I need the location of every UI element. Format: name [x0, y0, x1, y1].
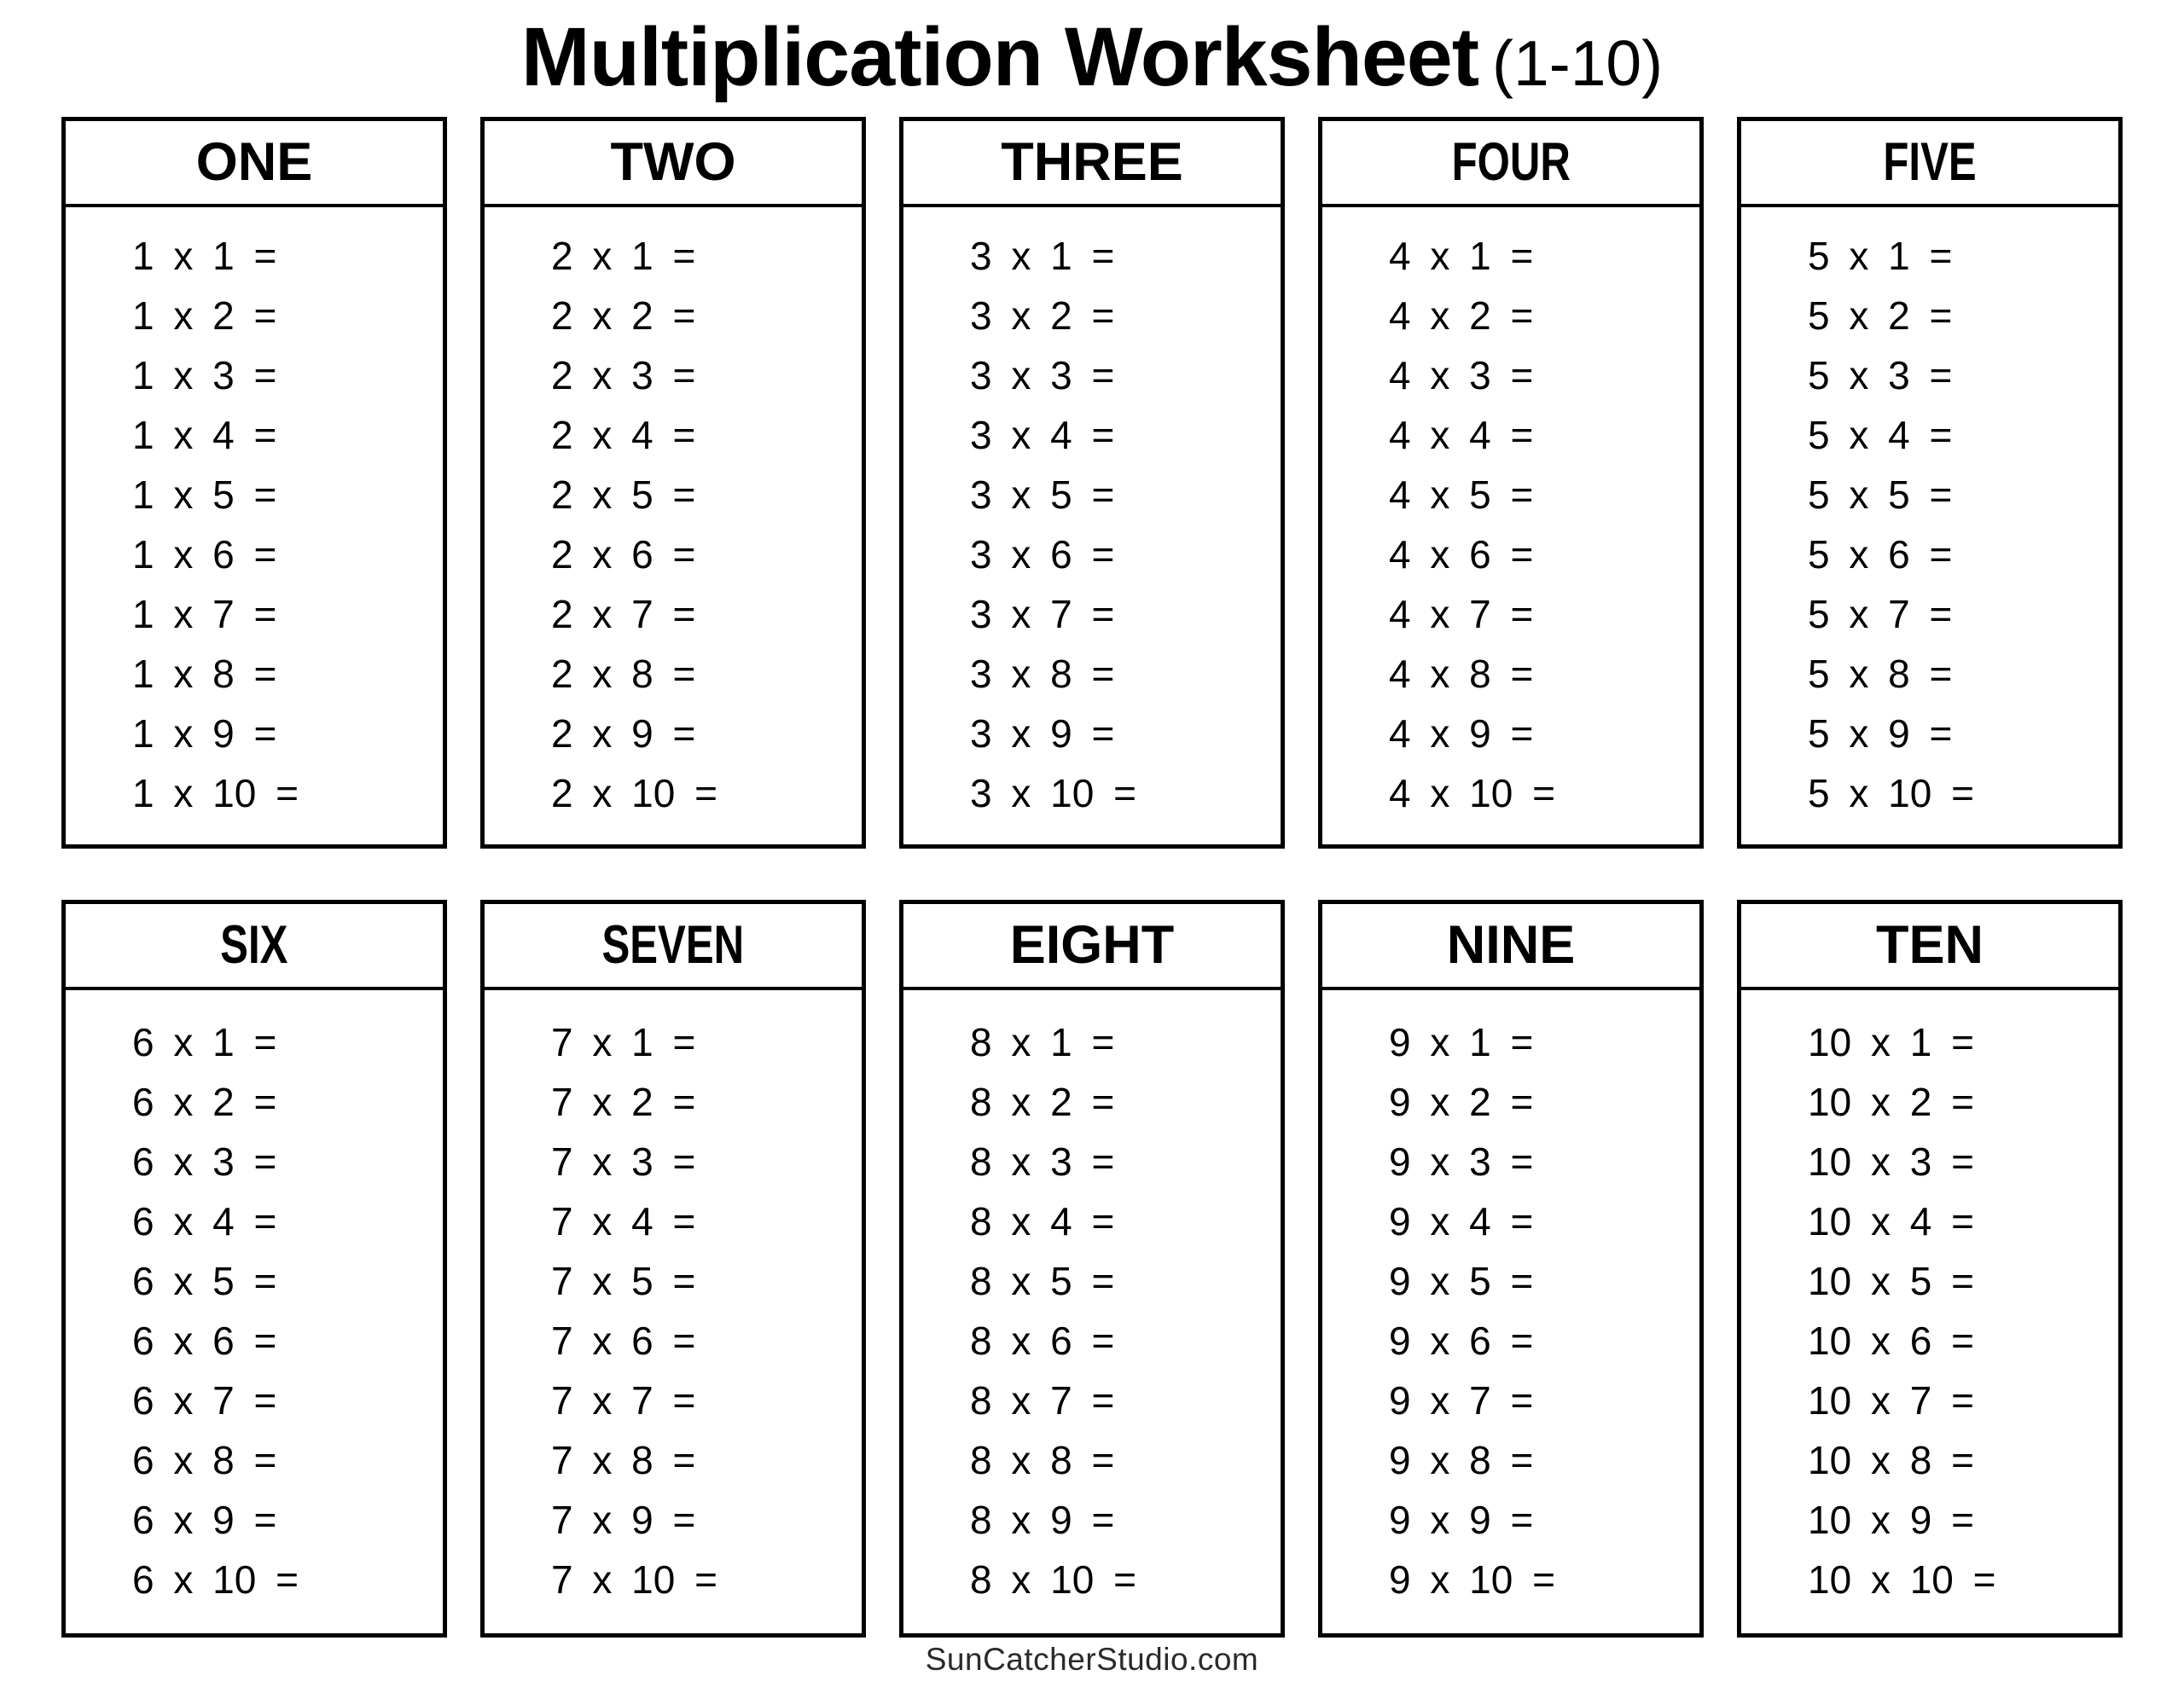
- problem-2x2: 2 x 2 =: [551, 293, 696, 338]
- problem-3x10: 3 x 10 =: [970, 770, 1136, 815]
- table-two-header: [485, 121, 862, 207]
- problem-2x9: 2 x 9 =: [551, 710, 696, 756]
- page-title-range: (1-10): [1492, 27, 1664, 99]
- problem-1x4: 1 x 4 =: [132, 412, 277, 457]
- table-three-title: THREE: [1001, 132, 1183, 193]
- table-five-rows: [1741, 207, 2118, 844]
- table-six-rows: [66, 990, 443, 1633]
- problem-5x4: 5 x 4 =: [1808, 412, 1953, 457]
- table-nine: [1318, 900, 1704, 1638]
- problem-10x7: 10 x 7 =: [1808, 1377, 1974, 1423]
- problem-9x2: 9 x 2 =: [1389, 1079, 1534, 1124]
- problem-2x7: 2 x 7 =: [551, 591, 696, 636]
- table-eight: [899, 900, 1285, 1638]
- problem-1x5: 1 x 5 =: [132, 472, 277, 517]
- problem-5x3: 5 x 3 =: [1808, 352, 1953, 397]
- problem-9x1: 9 x 1 =: [1389, 1019, 1534, 1064]
- problem-9x9: 9 x 9 =: [1389, 1497, 1534, 1542]
- table-one-rows: [66, 207, 443, 844]
- problem-10x3: 10 x 3 =: [1808, 1139, 1974, 1184]
- table-seven: [480, 900, 866, 1638]
- table-seven-title: SEVEN: [601, 915, 745, 976]
- problem-7x1: 7 x 1 =: [551, 1019, 696, 1064]
- problem-6x9: 6 x 9 =: [132, 1497, 277, 1542]
- footer-credit: SunCatcherStudio.com: [925, 1641, 1259, 1677]
- table-five: [1737, 117, 2123, 849]
- problem-4x4: 4 x 4 =: [1389, 412, 1534, 457]
- table-one: [61, 117, 447, 849]
- problem-9x6: 9 x 6 =: [1389, 1318, 1534, 1363]
- problem-9x8: 9 x 8 =: [1389, 1437, 1534, 1482]
- problem-1x3: 1 x 3 =: [132, 352, 277, 397]
- problem-7x2: 7 x 2 =: [551, 1079, 696, 1124]
- problem-2x4: 2 x 4 =: [551, 412, 696, 457]
- problem-5x7: 5 x 7 =: [1808, 591, 1953, 636]
- problem-3x9: 3 x 9 =: [970, 710, 1115, 756]
- problem-4x5: 4 x 5 =: [1389, 472, 1534, 517]
- problem-8x2: 8 x 2 =: [970, 1079, 1115, 1124]
- table-seven-header: [485, 904, 862, 990]
- table-nine-rows: [1322, 990, 1699, 1633]
- problem-2x1: 2 x 1 =: [551, 233, 696, 278]
- problem-5x2: 5 x 2 =: [1808, 293, 1953, 338]
- table-five-header: [1741, 121, 2118, 207]
- table-five-title: FIVE: [1883, 132, 1977, 193]
- problem-7x6: 7 x 6 =: [551, 1318, 696, 1363]
- problem-5x8: 5 x 8 =: [1808, 651, 1953, 696]
- problem-7x9: 7 x 9 =: [551, 1497, 696, 1542]
- problem-8x5: 8 x 5 =: [970, 1258, 1115, 1303]
- problem-1x6: 1 x 6 =: [132, 531, 277, 577]
- table-nine-header: [1322, 904, 1699, 990]
- problem-3x7: 3 x 7 =: [970, 591, 1115, 636]
- tables-row-2: [0, 900, 2184, 1638]
- table-ten-title: TEN: [1876, 915, 1984, 976]
- problem-4x6: 4 x 6 =: [1389, 531, 1534, 577]
- problem-4x1: 4 x 1 =: [1389, 233, 1534, 278]
- problem-8x7: 8 x 7 =: [970, 1377, 1115, 1423]
- problem-10x5: 10 x 5 =: [1808, 1258, 1974, 1303]
- table-nine-title: NINE: [1446, 915, 1576, 976]
- problem-8x10: 8 x 10 =: [970, 1557, 1136, 1602]
- problem-5x1: 5 x 1 =: [1808, 233, 1953, 278]
- tables-grid: [0, 117, 2184, 1638]
- problem-6x1: 6 x 1 =: [132, 1019, 277, 1064]
- problem-1x2: 1 x 2 =: [132, 293, 277, 338]
- problem-1x10: 1 x 10 =: [132, 770, 299, 815]
- problem-4x3: 4 x 3 =: [1389, 352, 1534, 397]
- problem-2x10: 2 x 10 =: [551, 770, 717, 815]
- problem-2x5: 2 x 5 =: [551, 472, 696, 517]
- problem-8x8: 8 x 8 =: [970, 1437, 1115, 1482]
- problem-4x9: 4 x 9 =: [1389, 710, 1534, 756]
- problem-2x3: 2 x 3 =: [551, 352, 696, 397]
- problem-6x3: 6 x 3 =: [132, 1139, 277, 1184]
- page-title-text: Multiplication Worksheet: [520, 10, 1479, 103]
- problem-6x5: 6 x 5 =: [132, 1258, 277, 1303]
- problem-7x3: 7 x 3 =: [551, 1139, 696, 1184]
- problem-9x7: 9 x 7 =: [1389, 1377, 1534, 1423]
- table-eight-rows: [903, 990, 1281, 1633]
- problem-6x10: 6 x 10 =: [132, 1557, 299, 1602]
- problem-2x8: 2 x 8 =: [551, 651, 696, 696]
- table-ten-rows: [1741, 990, 2118, 1633]
- problem-8x6: 8 x 6 =: [970, 1318, 1115, 1363]
- table-four-title: FOUR: [1451, 132, 1571, 193]
- problem-1x8: 1 x 8 =: [132, 651, 277, 696]
- table-three: [899, 117, 1285, 849]
- problem-9x5: 9 x 5 =: [1389, 1258, 1534, 1303]
- problem-10x10: 10 x 10 =: [1808, 1557, 1996, 1602]
- problem-6x2: 6 x 2 =: [132, 1079, 277, 1124]
- problem-7x8: 7 x 8 =: [551, 1437, 696, 1482]
- problem-6x6: 6 x 6 =: [132, 1318, 277, 1363]
- problem-6x7: 6 x 7 =: [132, 1377, 277, 1423]
- table-six-header: [66, 904, 443, 990]
- table-four-rows: [1322, 207, 1699, 844]
- problem-10x6: 10 x 6 =: [1808, 1318, 1974, 1363]
- problem-7x7: 7 x 7 =: [551, 1377, 696, 1423]
- table-ten: [1737, 900, 2123, 1638]
- problem-4x10: 4 x 10 =: [1389, 770, 1555, 815]
- problem-10x9: 10 x 9 =: [1808, 1497, 1974, 1542]
- table-eight-title: EIGHT: [1009, 915, 1175, 976]
- table-seven-rows: [485, 990, 862, 1633]
- problem-6x4: 6 x 4 =: [132, 1198, 277, 1244]
- problem-7x10: 7 x 10 =: [551, 1557, 717, 1602]
- problem-8x9: 8 x 9 =: [970, 1497, 1115, 1542]
- problem-10x1: 10 x 1 =: [1808, 1019, 1974, 1064]
- problem-3x6: 3 x 6 =: [970, 531, 1115, 577]
- problem-3x1: 3 x 1 =: [970, 233, 1115, 278]
- problem-3x8: 3 x 8 =: [970, 651, 1115, 696]
- problem-3x5: 3 x 5 =: [970, 472, 1115, 517]
- problem-9x3: 9 x 3 =: [1389, 1139, 1534, 1184]
- problem-8x4: 8 x 4 =: [970, 1198, 1115, 1244]
- problem-5x5: 5 x 5 =: [1808, 472, 1953, 517]
- table-two-title: TWO: [610, 132, 736, 193]
- problem-10x4: 10 x 4 =: [1808, 1198, 1974, 1244]
- table-two-rows: [485, 207, 862, 844]
- problem-10x2: 10 x 2 =: [1808, 1079, 1974, 1124]
- table-six-title: SIX: [220, 915, 288, 976]
- table-three-header: [903, 121, 1281, 207]
- problem-7x5: 7 x 5 =: [551, 1258, 696, 1303]
- problem-5x6: 5 x 6 =: [1808, 531, 1953, 577]
- tables-row-1: [0, 117, 2184, 849]
- problem-1x9: 1 x 9 =: [132, 710, 277, 756]
- problem-9x4: 9 x 4 =: [1389, 1198, 1534, 1244]
- table-one-header: [66, 121, 443, 207]
- table-four: [1318, 117, 1704, 849]
- problem-4x8: 4 x 8 =: [1389, 651, 1534, 696]
- table-eight-header: [903, 904, 1281, 990]
- problem-5x10: 5 x 10 =: [1808, 770, 1974, 815]
- problem-5x9: 5 x 9 =: [1808, 710, 1953, 756]
- problem-4x2: 4 x 2 =: [1389, 293, 1534, 338]
- problem-3x4: 3 x 4 =: [970, 412, 1115, 457]
- problem-3x3: 3 x 3 =: [970, 352, 1115, 397]
- table-three-rows: [903, 207, 1281, 844]
- problem-7x4: 7 x 4 =: [551, 1198, 696, 1244]
- table-four-header: [1322, 121, 1699, 207]
- problem-6x8: 6 x 8 =: [132, 1437, 277, 1482]
- problem-8x3: 8 x 3 =: [970, 1139, 1115, 1184]
- table-two: [480, 117, 866, 849]
- table-one-title: ONE: [195, 132, 313, 193]
- table-six: [61, 900, 447, 1638]
- problem-2x6: 2 x 6 =: [551, 531, 696, 577]
- page-title: [0, 0, 2184, 103]
- problem-1x1: 1 x 1 =: [132, 233, 277, 278]
- problem-9x10: 9 x 10 =: [1389, 1557, 1555, 1602]
- problem-1x7: 1 x 7 =: [132, 591, 277, 636]
- problem-8x1: 8 x 1 =: [970, 1019, 1115, 1064]
- problem-3x2: 3 x 2 =: [970, 293, 1115, 338]
- table-ten-header: [1741, 904, 2118, 990]
- problem-4x7: 4 x 7 =: [1389, 591, 1534, 636]
- problem-10x8: 10 x 8 =: [1808, 1437, 1974, 1482]
